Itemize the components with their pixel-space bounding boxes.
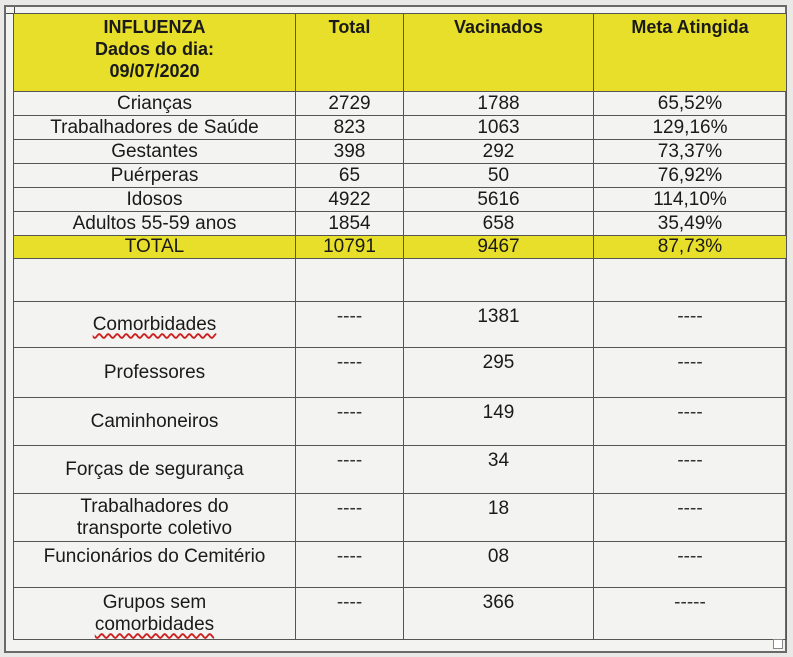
- row-vacinados: 34: [404, 446, 594, 494]
- table-row: [14, 398, 787, 446]
- row-label: Funcionários do Cemitério: [14, 542, 296, 588]
- row-vacinados: 18: [404, 494, 594, 542]
- row-total: 1854: [296, 212, 404, 236]
- row-meta: ----: [594, 446, 787, 494]
- row-meta: ----: [594, 302, 787, 348]
- empty-cell: [14, 259, 296, 302]
- table-row: [14, 494, 787, 542]
- date-label: Dados do dia:: [94, 39, 214, 59]
- row-total: ----: [296, 302, 404, 348]
- total-total: 10791: [296, 236, 404, 259]
- row-label-line: Grupos sem: [102, 591, 207, 613]
- row-meta: 114,10%: [594, 188, 787, 212]
- table-row: [14, 348, 787, 398]
- table-row: [14, 188, 787, 212]
- row-label-line: Trabalhadores do: [80, 495, 229, 517]
- empty-cell: [404, 259, 594, 302]
- table-row: [14, 92, 787, 116]
- resize-handle[interactable]: [773, 639, 783, 649]
- date-value: 09/07/2020: [109, 61, 200, 81]
- row-label-text: Comorbidades: [92, 313, 217, 335]
- row-vacinados: 292: [404, 140, 594, 164]
- row-meta: ----: [594, 348, 787, 398]
- empty-cell: [296, 259, 404, 302]
- total-vacinados: 9467: [404, 236, 594, 259]
- row-label: Caminhoneiros: [14, 398, 296, 446]
- table-row: [14, 542, 787, 588]
- row-total: ----: [296, 446, 404, 494]
- row-total: ----: [296, 494, 404, 542]
- row-vacinados: 658: [404, 212, 594, 236]
- empty-cell: [594, 259, 787, 302]
- row-label: Adultos 55-59 anos: [14, 212, 296, 236]
- spacer-row: [14, 259, 787, 302]
- row-label: Forças de segurança: [14, 446, 296, 494]
- row-label: Puérperas: [14, 164, 296, 188]
- row-total: 398: [296, 140, 404, 164]
- row-label: Trabalhadores de Saúde: [14, 116, 296, 140]
- table-row: [14, 302, 787, 348]
- table-row: [14, 446, 787, 494]
- row-total: 4922: [296, 188, 404, 212]
- title-line: INFLUENZA: [103, 17, 206, 37]
- col-header-meta: Meta Atingida: [594, 14, 787, 92]
- table-row: [14, 212, 787, 236]
- row-meta: 73,37%: [594, 140, 787, 164]
- table-title-cell: [14, 14, 296, 92]
- row-meta: 65,52%: [594, 92, 787, 116]
- table-row: [14, 588, 787, 640]
- row-label-text: comorbidades: [94, 613, 215, 635]
- total-meta: 87,73%: [594, 236, 787, 259]
- row-vacinados: 295: [404, 348, 594, 398]
- row-vacinados: 1788: [404, 92, 594, 116]
- row-total: ----: [296, 542, 404, 588]
- row-label: Gestantes: [14, 140, 296, 164]
- row-vacinados: 1063: [404, 116, 594, 140]
- row-total: ----: [296, 398, 404, 446]
- row-meta: 129,16%: [594, 116, 787, 140]
- table-row: [14, 140, 787, 164]
- vaccination-table: [13, 13, 787, 640]
- row-vacinados: 5616: [404, 188, 594, 212]
- row-meta: ----: [594, 398, 787, 446]
- row-vacinados: 08: [404, 542, 594, 588]
- row-total: 823: [296, 116, 404, 140]
- row-label: [14, 494, 296, 542]
- row-vacinados: 1381: [404, 302, 594, 348]
- row-meta: ----: [594, 542, 787, 588]
- row-label: Idosos: [14, 188, 296, 212]
- row-meta: ----: [594, 494, 787, 542]
- table-row: [14, 164, 787, 188]
- row-vacinados: 366: [404, 588, 594, 640]
- header-row: [14, 14, 787, 92]
- total-label: TOTAL: [14, 236, 296, 259]
- row-meta: 35,49%: [594, 212, 787, 236]
- total-row: [14, 236, 787, 259]
- row-vacinados: 149: [404, 398, 594, 446]
- col-header-total: Total: [296, 14, 404, 92]
- row-label: Crianças: [14, 92, 296, 116]
- row-meta: 76,92%: [594, 164, 787, 188]
- row-label: [14, 588, 296, 640]
- row-label: [14, 302, 296, 348]
- row-total: 2729: [296, 92, 404, 116]
- table-image-frame: [4, 5, 787, 653]
- row-total: 65: [296, 164, 404, 188]
- row-label: Professores: [14, 348, 296, 398]
- table-row: [14, 116, 787, 140]
- row-meta: -----: [594, 588, 787, 640]
- row-total: ----: [296, 588, 404, 640]
- row-total: ----: [296, 348, 404, 398]
- row-label-line: transporte coletivo: [76, 517, 233, 539]
- row-vacinados: 50: [404, 164, 594, 188]
- col-header-vacinados: Vacinados: [404, 14, 594, 92]
- row-label-line: [14, 614, 295, 636]
